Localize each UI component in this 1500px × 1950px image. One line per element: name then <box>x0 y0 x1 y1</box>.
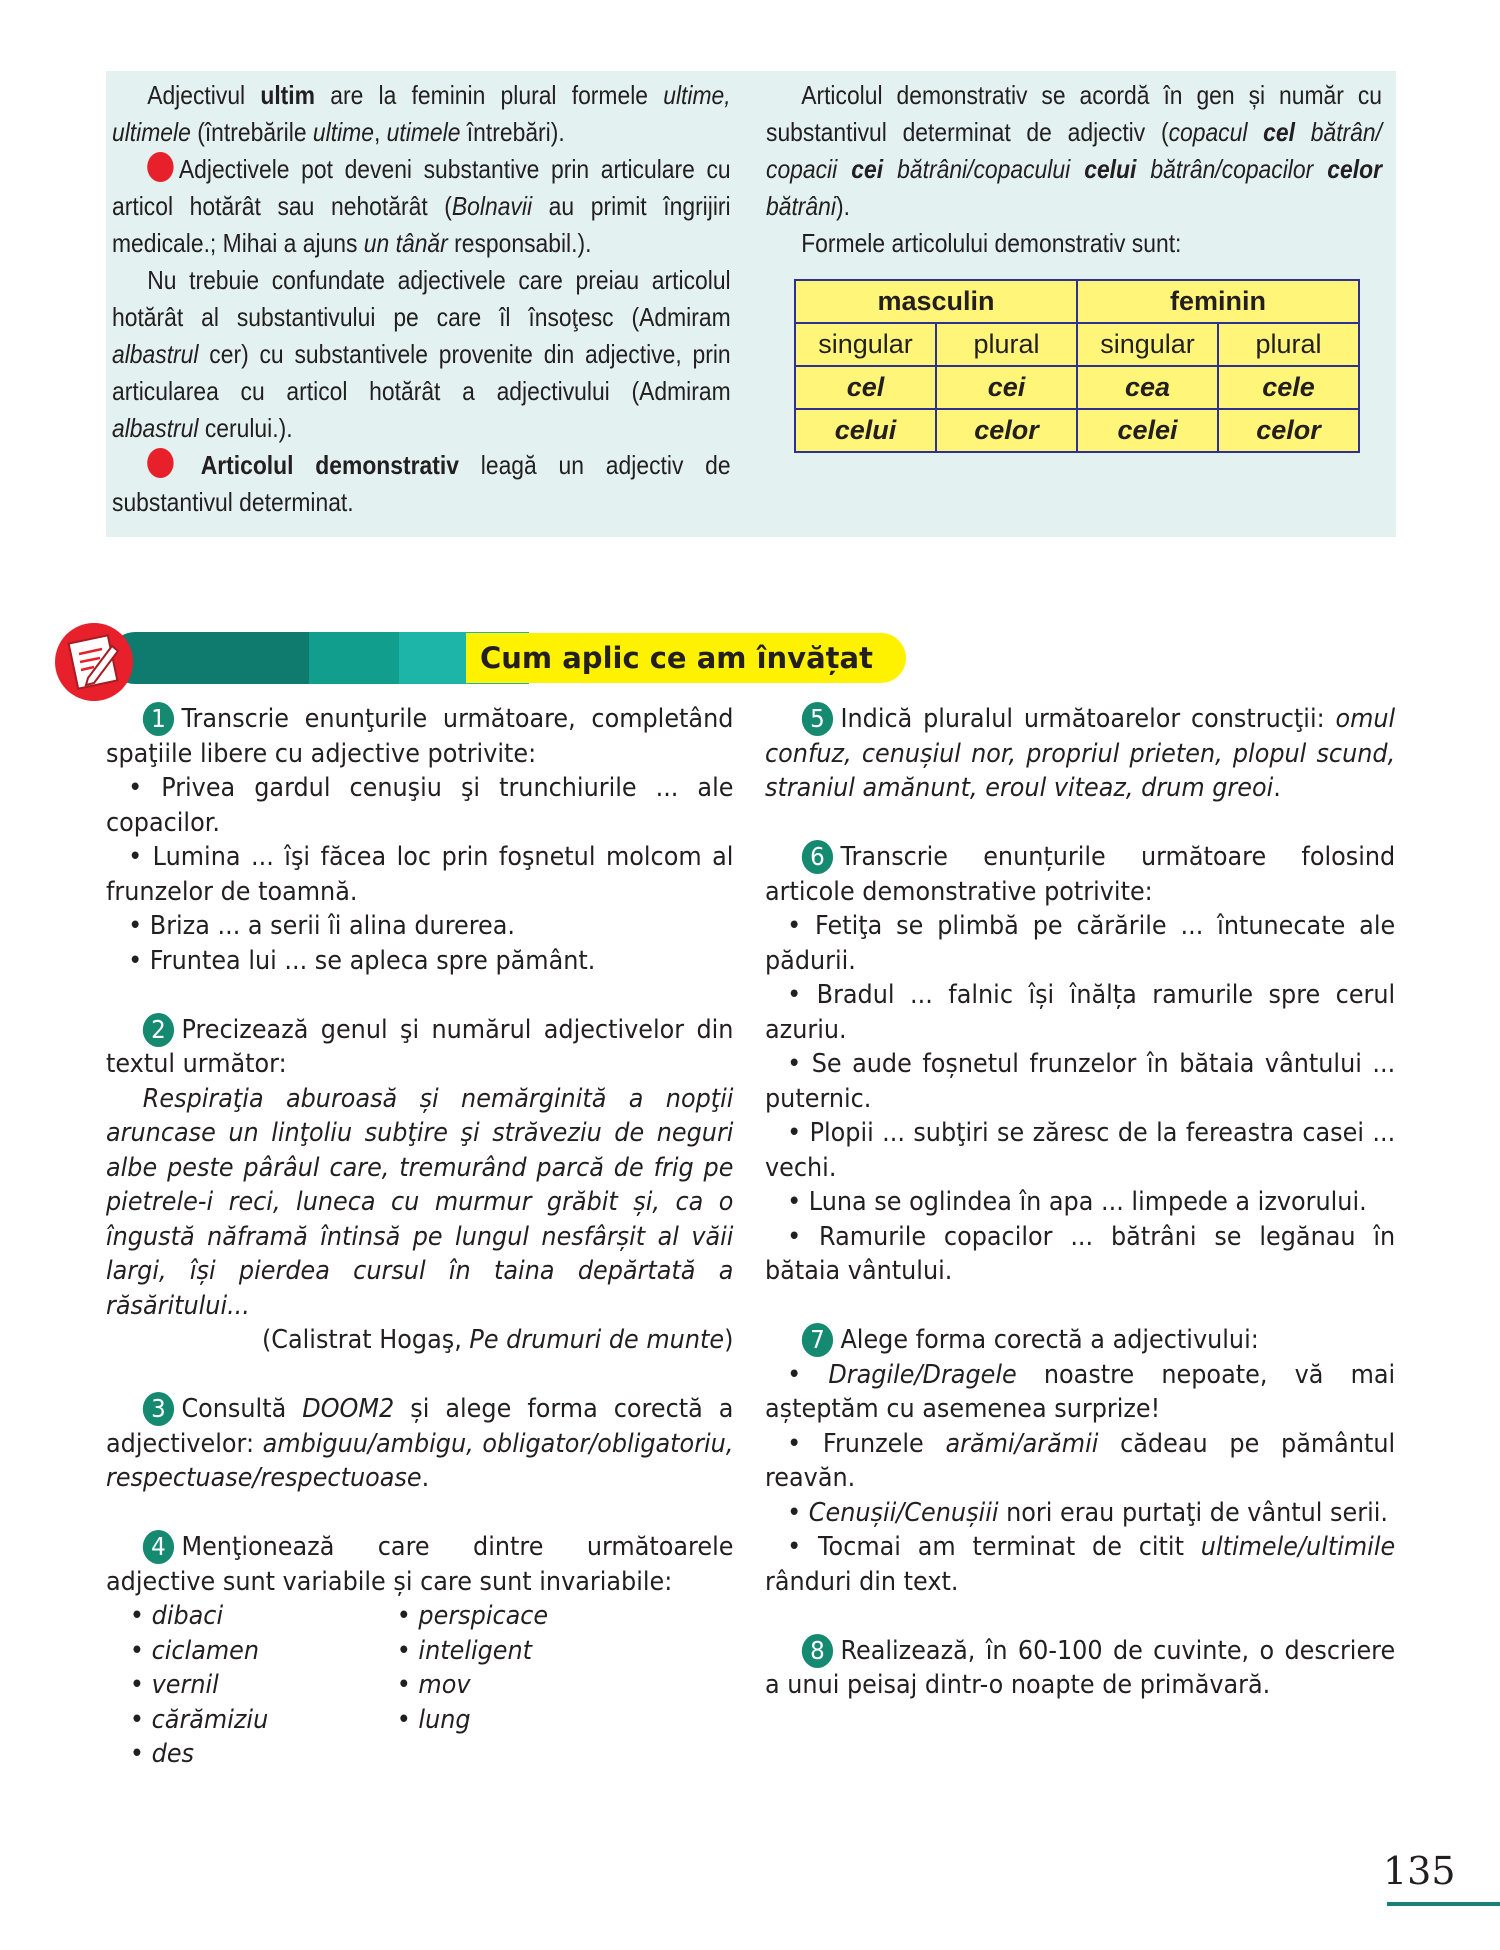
exercise-4: 4 Menţionează care dintre următoarele adjective sunt variabile și care sunt invariabile: • dibaci • ciclamen • vernil • cărămiziu • des • perspicace • inteligent • mov • lung <box>106 1530 733 1772</box>
section-title: Cum aplic ce am învățat <box>466 633 906 683</box>
table-subheader: singular <box>1077 323 1218 366</box>
list-item: • perspicace <box>396 1601 549 1631</box>
table-cell: celor <box>1218 409 1359 452</box>
list-item: • mov <box>396 1670 471 1700</box>
list-item: • Tocmai am terminat de citit ultimele/ultimile rânduri din text. <box>765 1532 1396 1597</box>
exercise-8: 8 Realizează, în 60-100 de cuvinte, o descriere a unui peisaj dintr-o noapte de primăvară. <box>765 1635 1396 1700</box>
table-cell: cea <box>1077 366 1218 409</box>
list-item: • cărămiziu <box>129 1704 269 1735</box>
list-item: • vernil <box>129 1670 219 1700</box>
list-item: • Briza ... a serii îi alina durerea. <box>128 911 516 941</box>
exercise-number-badge: 3 <box>143 1392 174 1426</box>
demonstrative-article-table <box>794 279 1360 453</box>
exercise-number-badge: 7 <box>802 1323 833 1357</box>
list-item: • Privea gardul cenuşiu şi trunchiurile ... ale copacilor. <box>106 773 734 838</box>
list-item: • Cenușii/Cenușiii nori erau purtaţi de vântul serii. <box>787 1497 1388 1528</box>
quoted-text: Respiraţia aburoasă și nemărginită a nopţii aruncase un linţoliu subţire şi străveziu de neguri albe peste pârâul care, tremurând parcă de frig pe pietrele-i reci, luneca cu murmur grăbit și, ca o îngustă năframă întinsă pe lungul nesfârșit al văii largi, își pierdea cursul în taina depărtată a răsăritului... <box>106 1083 734 1321</box>
exercise-number-badge: 6 <box>802 840 833 874</box>
table-header-masculin: masculin <box>795 280 1077 323</box>
exercise-number-badge: 8 <box>802 1634 833 1668</box>
adjective-list <box>106 1599 733 1772</box>
exercise-number-badge: 2 <box>143 1013 174 1047</box>
list-item: • Dragile/Dragele noastre nepoate, vă mai așteptăm cu asemenea surprize! <box>765 1359 1396 1424</box>
exercise-7: 7 Alege forma corectă a adjectivului: • Dragile/Dragele noastre nepoate, vă mai așteptăm cu asemenea surprize! • Frunzele arămi/arămii cădeau pe pământul reavăn. • Cenușii/Cenușiii nori erau purtaţi de vântul serii. • Tocmai am terminat de citit ultimele/ultimile rânduri din text. <box>765 1323 1395 1599</box>
exercise-5: 5 Indică pluralul următoarelor construcţii: omul confuz, cenușiul nor, propriul prieten, plopul scund, straniul amănunt, eroul viteaz, drum greoi. <box>765 704 1396 803</box>
section-banner <box>54 622 873 702</box>
list-item: • des <box>129 1739 195 1769</box>
exercise-6: 6 Transcrie enunțurile următoare folosind articole demonstrative potrivite: • Fetiţa se plimbă pe cărările ... întunecate ale pădurii. • Bradul ... falnic își înălța ramurile spre cerul azuriu. • Se aude foșnetul frunzelor în bătaia vântului ... puternic. • Plopii ... subţiri se zăresc de la fereastra casei ... vechi. • Luna se oglindea în apa ... limpede a izvorului. • Ramurile copacilor ... bătrâni se legănau în bătaia vântului. <box>765 840 1395 1289</box>
table-cell: cel <box>795 366 936 409</box>
table-cell: celei <box>1077 409 1218 452</box>
red-bullet-icon <box>147 448 173 478</box>
table-row <box>795 366 1359 409</box>
exercises-right-column <box>765 702 1395 1703</box>
table-cell: celor <box>936 409 1077 452</box>
theory-paragraph: Nu trebuie confundate adjectivele care preiau articolul hotărât al substantivului pe care îl însoţesc (Admiram albastrul cer) cu substantivele provenite din adjective, prin articularea cu articol hotărât a adjectivului (Admiram albastrul cerului.). <box>112 265 731 443</box>
table-row <box>795 409 1359 452</box>
table-cell: celui <box>795 409 936 452</box>
list-item: • Frunzele arămi/arămii cădeau pe pământul reavăn. <box>765 1428 1396 1493</box>
pencil-paper-icon <box>54 622 134 702</box>
table-cell: cei <box>936 366 1077 409</box>
exercises-left-column <box>106 702 733 1772</box>
list-item: • ciclamen <box>129 1635 260 1666</box>
list-item: • dibaci <box>129 1601 224 1631</box>
exercise-1: 1 Transcrie enunţurile următoare, completând spaţiile libere cu adjective potrivite: • Privea gardul cenuşiu şi trunchiurile ... ale copacilor. • Lumina ... îşi făcea loc prin foşnetul molcom al frunzelor de toamnă. • Briza ... a serii îi alina durerea. • Fruntea lui ... se apleca spre pământ. <box>106 702 733 978</box>
page-number-underline <box>1387 1902 1500 1906</box>
table-subheader: plural <box>936 323 1077 366</box>
list-item: • Ramurile copacilor ... bătrâni se legănau în bătaia vântului. <box>765 1221 1396 1286</box>
list-item: • Fruntea lui ... se apleca spre pământ. <box>128 945 596 976</box>
list-item: • inteligent <box>396 1635 533 1666</box>
list-item: • Lumina ... îşi făcea loc prin foşnetul molcom al frunzelor de toamnă. <box>106 842 734 907</box>
exercise-number-badge: 1 <box>143 702 174 736</box>
theory-paragraph: Adjectivele pot deveni substantive prin articulare cu articol hotărât sau nehotărât (Bolnavii au primit îngrijiri medicale.; Mihai a ajuns un tânăr responsabil.). <box>112 154 731 258</box>
red-bullet-icon <box>147 152 173 182</box>
list-item: • Luna se oglindea în apa ... limpede a izvorului. <box>787 1187 1367 1217</box>
exercise-number-badge: 5 <box>802 702 833 736</box>
table-subheader: singular <box>795 323 936 366</box>
exercise-3: 3 Consultă DOOM2 și alege forma corectă a adjectivelor: ambiguu/ambigu, obligator/obligatoriu, respectuase/respectuoase. <box>106 1394 734 1493</box>
theory-paragraph: Formele articolului demonstrativ sunt: <box>801 228 1182 258</box>
table-cell: cele <box>1218 366 1359 409</box>
table-header-feminin: feminin <box>1077 280 1359 323</box>
citation: (Calistrat Hogaş, Pe drumuri de munte) <box>261 1325 734 1355</box>
theory-paragraph: Articolul demonstrativ leagă un adjectiv de substantivul determinat. <box>112 450 731 517</box>
table-subheader: plural <box>1218 323 1359 366</box>
theory-left-column <box>112 77 731 521</box>
page-number: 135 <box>1383 1849 1456 1893</box>
theory-paragraph: Articolul demonstrativ se acordă în gen și număr cu substantivul determinat de adjectiv (copacul cel bătrân/ copacii cei bătrâni/copacului celui bătrân/copacilor celor bătrâni). <box>766 80 1382 221</box>
theory-paragraph: Adjectivul ultim are la feminin plural formele ultime, ultimele (întrebările ultime, utimele întrebări). <box>112 80 731 147</box>
theory-right-column <box>766 77 1382 262</box>
list-item: • Plopii ... subţiri se zăresc de la fereastra casei ... vechi. <box>765 1118 1396 1183</box>
list-item: • Fetiţa se plimbă pe cărările ... întunecate ale pădurii. <box>765 911 1396 976</box>
list-item: • lung <box>396 1704 471 1735</box>
exercise-2: 2 Precizează genul şi numărul adjectivelor din textul următor: Respiraţia aburoasă și nemărginită a nopţii aruncase un linţoliu subţire şi străveziu de neguri albe peste pârâul care, tremurând parcă de frig pe pietrele-i reci, luneca cu murmur grăbit și, ca o îngustă năframă întinsă pe lungul nesfârșit al văii largi, își pierdea cursul în taina depărtată a răsăritului... (Calistrat Hogaş, Pe drumuri de munte) <box>106 1013 733 1358</box>
list-item: • Bradul ... falnic își înălța ramurile spre cerul azuriu. <box>765 980 1396 1045</box>
exercise-number-badge: 4 <box>143 1530 174 1564</box>
list-item: • Se aude foșnetul frunzelor în bătaia vântului ... puternic. <box>765 1049 1396 1114</box>
